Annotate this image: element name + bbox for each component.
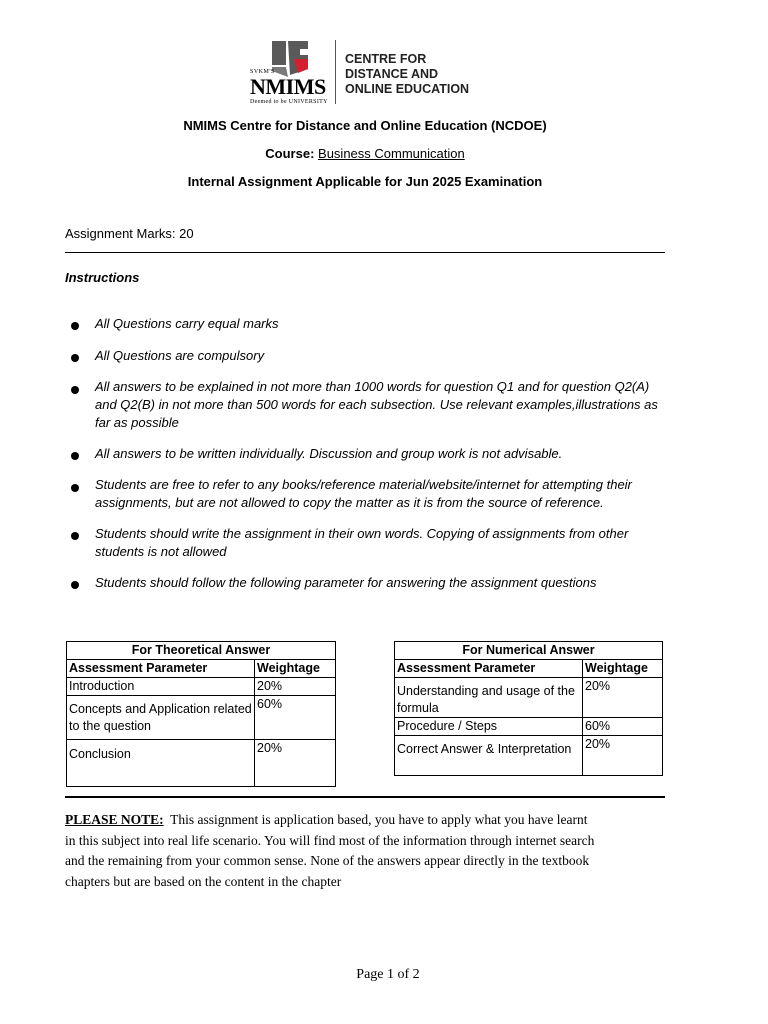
column-header: Assessment Parameter [67,660,255,678]
institution-title: NMIMS Centre for Distance and Online Education (NCDOE) [183,118,547,133]
table-cell: Conclusion [67,740,255,787]
column-header: Weightage [583,660,663,678]
course-label: Course: [265,146,315,161]
instruction-item: All Questions are compulsory [95,348,265,363]
instruction-item: All answers to be explained in not more than 1000 words for question Q1 and for question Q2(A) and Q2(B) in not more than 500 words for each subsection. Use relevant examples,illustrations as far as possible [95,379,658,430]
bullet-icon [71,484,79,492]
table-header-row [67,660,336,678]
instruction-item: Students should write the assignment in their own words. Copying of assignments from other students is not allowed [95,526,629,559]
note-text: This assignment is application based, you have to apply what you have learnt in this subject into real life scenario. You will find most of the information through internet search and the remaining from your common sense. None of the answers appear directly in the textbook chapters but are based on the content in the chapter [65,812,595,889]
bullet-icon [71,386,79,394]
column-header: Assessment Parameter [395,660,583,678]
table-row [395,718,663,736]
logo-deemed: Deemed to be UNIVERSITY [250,99,328,105]
instruction-item: Students are free to refer to any books/reference material/website/internet for attempting their assignments, but are not allowed to copy the matter as it is from the source of reference. [95,477,632,510]
bullet-icon [71,452,79,460]
bullet-icon [71,532,79,540]
table-cell: Procedure / Steps [395,718,583,736]
bullet-icon [71,322,79,330]
note-label: PLEASE NOTE: [65,812,164,827]
table-row [395,736,663,776]
page-number: Page 1 of 2 [356,967,420,982]
table-row [67,678,336,696]
table-caption-row [67,642,336,660]
ncdoe-logo [248,37,488,109]
instruction-item: Students should follow the following parameter for answering the assignment questions [95,575,597,590]
table-row [395,678,663,718]
bullet-icon [71,354,79,362]
please-note [65,810,595,892]
table-cell: 60% [583,718,663,736]
table-cell: 20% [255,678,336,696]
logo-centre-line: CENTRE FOR [345,52,427,66]
table-cell: 20% [583,736,663,776]
theoretical-answer-table [66,641,336,787]
table-cell: Concepts and Application related to the question [67,696,255,740]
divider-top [65,252,665,253]
column-header: Weightage [255,660,336,678]
course-value: Business Communication [318,146,465,161]
bullet-icon [71,581,79,589]
instruction-item: All answers to be written individually. Discussion and group work is not advisable. [95,446,563,461]
table-caption: For Numerical Answer [395,642,663,660]
table-row [67,696,336,740]
table-cell: Understanding and usage of the formula [395,678,583,718]
table-cell: Correct Answer & Interpretation [395,736,583,776]
table-cell: Introduction [67,678,255,696]
logo-divider [335,40,336,104]
logo-centre-line: DISTANCE AND [345,67,439,81]
logo-centre-text [345,52,469,97]
instructions-heading: Instructions [65,270,140,285]
table-cell: 60% [255,696,336,740]
table-cell: 20% [255,740,336,787]
divider-bottom [65,796,665,798]
table-caption: For Theoretical Answer [67,642,336,660]
numerical-answer-table [394,641,663,776]
logo-svkms: SVKM'S [250,69,275,75]
course-line [0,146,730,161]
instruction-item: All Questions carry equal marks [95,316,279,331]
table-header-row [395,660,663,678]
logo-centre-line: ONLINE EDUCATION [345,82,470,96]
table-cell: 20% [583,678,663,718]
table-row [67,740,336,787]
logo-nmims: NMIMS [250,74,326,99]
assignment-title: Internal Assignment Applicable for Jun 2025 Examination [187,174,543,189]
table-caption-row [395,642,663,660]
assignment-marks: Assignment Marks: 20 [65,226,194,241]
